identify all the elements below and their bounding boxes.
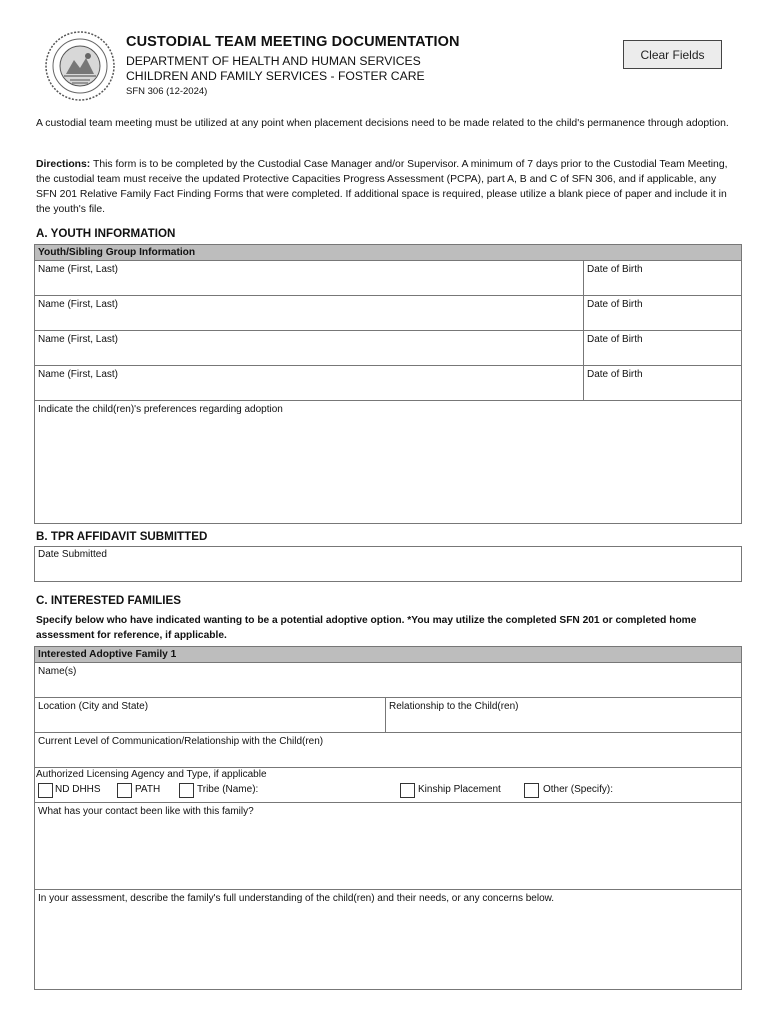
- contact-field[interactable]: What has your contact been like with this family?: [38, 806, 254, 817]
- youth-name-field-4[interactable]: Name (First, Last): [38, 369, 119, 380]
- section-c-title: C. INTERESTED FAMILIES: [36, 594, 181, 607]
- kinship-label: Kinship Placement: [418, 784, 501, 795]
- nd-dhhs-checkbox[interactable]: [38, 783, 53, 798]
- directions-paragraph: [36, 157, 736, 217]
- youth-dob-field-3[interactable]: Date of Birth: [587, 334, 643, 345]
- youth-dob-field-4[interactable]: Date of Birth: [587, 369, 643, 380]
- date-submitted-field[interactable]: Date Submitted: [38, 549, 107, 560]
- location-relationship-divider: [385, 697, 386, 732]
- directions-label: Directions:: [36, 159, 91, 170]
- agency-label: Authorized Licensing Agency and Type, if applicable: [36, 769, 267, 780]
- section-b-title: B. TPR AFFIDAVIT SUBMITTED: [36, 530, 208, 543]
- relationship-field[interactable]: Relationship to the Child(ren): [389, 701, 519, 712]
- adoption-preferences-field[interactable]: Indicate the child(ren)'s preferences regarding adoption: [38, 404, 283, 415]
- row-divider: [34, 295, 742, 296]
- communication-field[interactable]: Current Level of Communication/Relationship with the Child(ren): [38, 736, 324, 747]
- path-checkbox[interactable]: [117, 783, 132, 798]
- row-divider: [34, 330, 742, 331]
- youth-name-field-2[interactable]: Name (First, Last): [38, 299, 119, 310]
- row-divider: [34, 732, 742, 733]
- tribe-label: Tribe (Name):: [197, 784, 259, 795]
- row-divider: [34, 400, 742, 401]
- department-name: DEPARTMENT OF HEALTH AND HUMAN SERVICES: [126, 54, 421, 68]
- section-c-note: Specify below who have indicated wanting to be a potential adoptive option. *You may utilize the completed SFN 201 or completed home assessment for reference, if applicable.: [36, 615, 697, 641]
- kinship-checkbox[interactable]: [400, 783, 415, 798]
- other-checkbox[interactable]: [524, 783, 539, 798]
- form-title: CUSTODIAL TEAM MEETING DOCUMENTATION: [126, 34, 460, 50]
- youth-dob-field-1[interactable]: Date of Birth: [587, 264, 643, 275]
- state-seal-logo: [44, 30, 116, 102]
- youth-name-field-3[interactable]: Name (First, Last): [38, 334, 119, 345]
- row-divider: [34, 889, 742, 890]
- tribe-checkbox[interactable]: [179, 783, 194, 798]
- nd-dhhs-label: ND DHHS: [55, 784, 101, 795]
- youth-group-header: Youth/Sibling Group Information: [34, 244, 742, 261]
- clear-fields-button[interactable]: Clear Fields: [623, 40, 722, 69]
- directions-text: This form is to be completed by the Custodial Case Manager and/or Supervisor. A minimum of 7 days prior to the Custodial Team Meeting, the custodial team must receive the updated Protective Capacities Progress Assessment (PCPA), part A, B and C of SFN 306, and if applicable, any SFN 201 Relative Family Fact Finding Forms that were completed. If additional space is required, please utilize a blank piece of paper and include it in the youth's file.: [36, 159, 728, 215]
- row-divider: [34, 802, 742, 803]
- form-number: SFN 306 (12-2024): [126, 86, 208, 97]
- youth-name-field-1[interactable]: Name (First, Last): [38, 264, 119, 275]
- other-label: Other (Specify):: [543, 784, 614, 795]
- row-divider: [34, 697, 742, 698]
- youth-dob-field-2[interactable]: Date of Birth: [587, 299, 643, 310]
- tpr-date-box: [34, 546, 742, 582]
- section-a-title: A. YOUTH INFORMATION: [36, 227, 176, 240]
- assessment-field[interactable]: In your assessment, describe the family's full understanding of the child(ren) and their needs, or any concerns below.: [38, 893, 555, 904]
- row-divider: [34, 365, 742, 366]
- path-label: PATH: [135, 784, 161, 795]
- family-1-header: Interested Adoptive Family 1: [34, 646, 742, 663]
- intro-paragraph: A custodial team meeting must be utilized at any point when placement decisions need to be made related to the child's permanence through adoption.: [36, 118, 729, 129]
- row-divider: [34, 767, 742, 768]
- division-name: CHILDREN AND FAMILY SERVICES - FOSTER CARE: [126, 69, 425, 83]
- location-field[interactable]: Location (City and State): [38, 701, 149, 712]
- family-names-field[interactable]: Name(s): [38, 666, 77, 677]
